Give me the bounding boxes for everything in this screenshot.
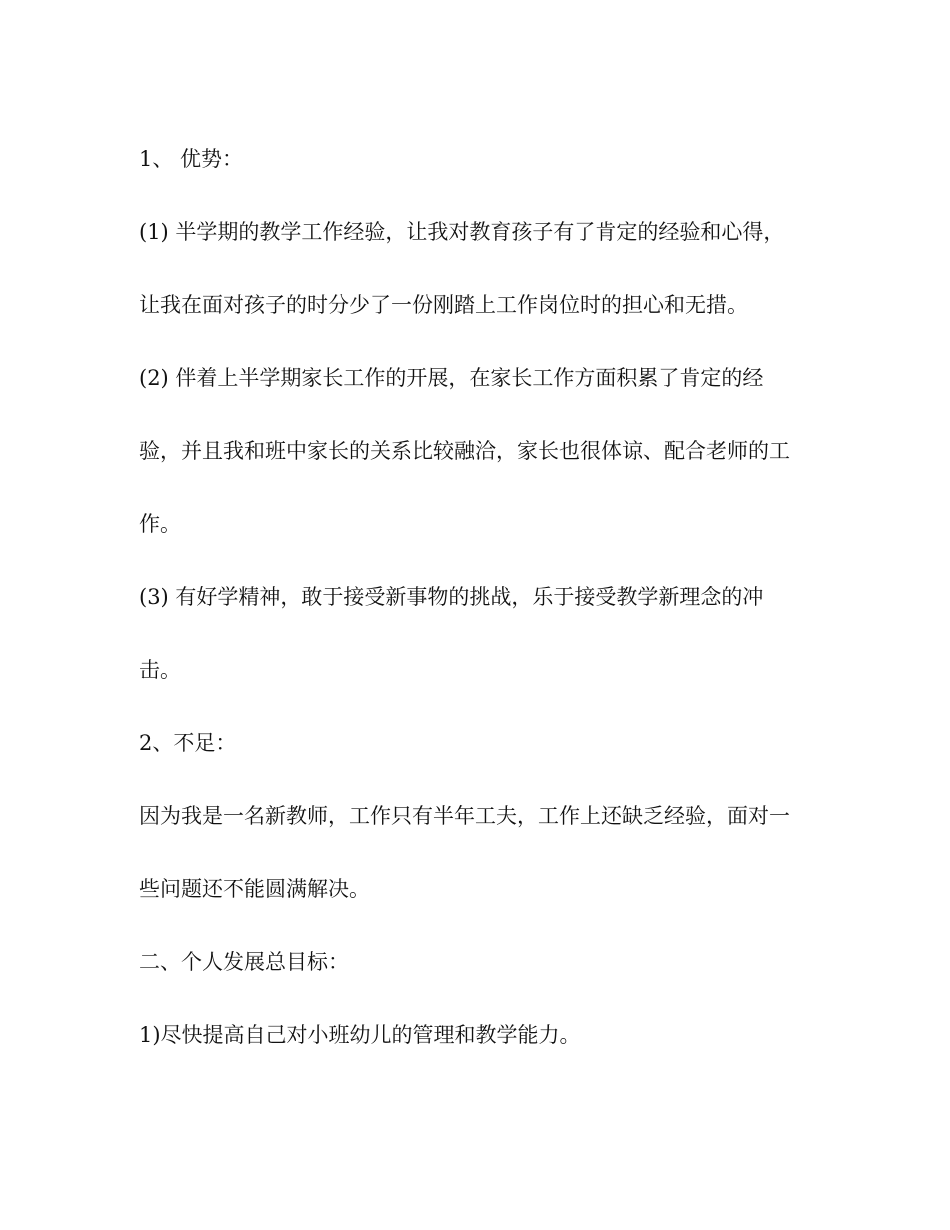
section-heading-advantages: 1、 优势： — [139, 147, 244, 171]
paragraph-line: (2) 伴着上半学期家长工作的开展，在家长工作方面积累了肯定的经 — [139, 366, 764, 390]
paragraph-line: (3) 有好学精神，敢于接受新事物的挑战，乐于接受教学新理念的冲 — [139, 585, 764, 609]
paragraph-line: 击。 — [139, 658, 181, 682]
paragraph-line: 因为我是一名新教师，工作只有半年工夫，工作上还缺乏经验，面对一 — [139, 804, 790, 828]
paragraph-line: 验，并且我和班中家长的关系比较融洽，家长也很体谅、配合老师的工 — [139, 439, 790, 463]
paragraph-line: 1)尽快提高自己对小班幼儿的管理和教学能力。 — [139, 1023, 581, 1047]
paragraph-line: (1) 半学期的教学工作经验，让我对教育孩子有了肯定的经验和心得， — [139, 220, 785, 244]
paragraph-line: 些问题还不能圆满解决。 — [139, 877, 370, 901]
section-heading-goals: 二、个人发展总目标： — [139, 950, 349, 974]
paragraph-line: 作。 — [139, 512, 181, 536]
section-heading-shortcomings: 2、不足： — [139, 731, 237, 755]
paragraph-line: 让我在面对孩子的时分少了一份刚踏上工作岗位时的担心和无措。 — [139, 293, 748, 317]
document-body — [139, 139, 815, 1088]
